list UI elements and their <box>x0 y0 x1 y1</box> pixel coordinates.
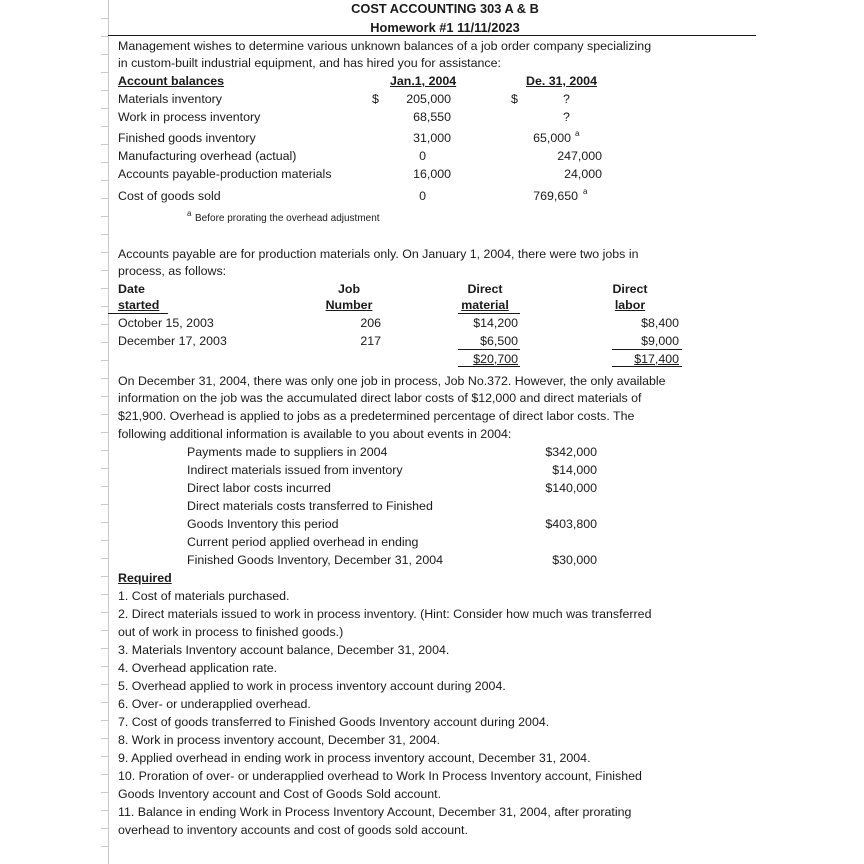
row-tick <box>101 594 108 595</box>
required-item: 5. Overhead applied to work in process inventory account during 2004. <box>118 679 506 693</box>
dm-subtotal-rule <box>458 349 520 350</box>
row-tick <box>101 504 108 505</box>
row-tick <box>101 126 108 127</box>
job-header-top: Job <box>337 282 361 296</box>
row-tick <box>101 486 108 487</box>
required-item: 7. Cost of goods transferred to Finished Goods Inventory account during 2004. <box>118 715 550 729</box>
required-item: 9. Applied overhead in ending work in process inventory account, December 31, 2004. <box>118 751 591 765</box>
row-tick <box>101 270 108 271</box>
dec-value: 247,000 <box>557 149 602 163</box>
total-direct-labor: $17,400 <box>634 352 679 366</box>
date-header-rule <box>108 313 168 314</box>
event-value: $14,000 <box>552 463 597 477</box>
account-name: Finished goods inventory <box>118 131 256 145</box>
row-tick <box>101 792 108 793</box>
required-item: 10. Proration of over- or underapplied overhead to Work In Process Inventory account, Finished <box>118 769 642 783</box>
row-tick <box>101 810 108 811</box>
event-label: Finished Goods Inventory, December 31, 2004 <box>187 553 443 567</box>
required-item: 8. Work in process inventory account, December 31, 2004. <box>118 733 441 747</box>
dec-value: 24,000 <box>564 167 602 181</box>
event-value: $140,000 <box>545 481 597 495</box>
row-tick <box>101 252 108 253</box>
dl-total-rule <box>612 366 682 367</box>
dm-header-rule <box>458 313 520 314</box>
account-name: Work in process inventory <box>118 110 261 124</box>
dl-subtotal-rule <box>612 349 682 350</box>
row-tick <box>101 774 108 775</box>
job-date: December 17, 2003 <box>118 334 227 348</box>
jan-value: 31,000 <box>413 131 451 145</box>
date-header-top: Date <box>118 282 145 296</box>
dl-header-top: Direct <box>612 282 648 296</box>
required-item: 11. Balance in ending Work in Process Inventory Account, December 31, 2004, after prorating <box>118 805 632 819</box>
job-direct-labor: $9,000 <box>641 334 679 348</box>
account-name: Manufacturing overhead (actual) <box>118 149 297 163</box>
row-tick <box>101 198 108 199</box>
row-tick <box>101 288 108 289</box>
row-tick <box>101 738 108 739</box>
required-item: 6. Over- or underapplied overhead. <box>118 697 311 711</box>
required-item: Goods Inventory account and Cost of Goods Sold account. <box>118 787 442 801</box>
event-value: $30,000 <box>552 553 597 567</box>
intro-line-1: Management wishes to determine various unknown balances of a job order company specializing <box>118 39 652 53</box>
dec-info-line: following additional information is available to you about events in 2004: <box>118 427 512 441</box>
row-tick <box>101 378 108 379</box>
jan-header: Jan.1, 2004 <box>390 74 457 88</box>
account-name: Materials inventory <box>118 92 222 106</box>
row-tick <box>101 72 108 73</box>
event-label: Current period applied overhead in ending <box>187 535 419 549</box>
row-tick <box>101 18 108 19</box>
row-tick <box>101 450 108 451</box>
row-tick <box>101 396 108 397</box>
course-title: COST ACCOUNTING 303 A & B <box>351 1 539 16</box>
event-value: $403,800 <box>545 517 597 531</box>
jan-value: 0 <box>419 189 426 203</box>
jan-value: 68,550 <box>413 110 451 124</box>
dm-total-rule <box>458 366 520 367</box>
currency-sign: $ <box>372 92 379 106</box>
dm-header-top: Direct <box>467 282 503 296</box>
event-label: Direct labor costs incurred <box>187 481 331 495</box>
event-value: $342,000 <box>545 445 597 459</box>
jobs-intro-line-2: process, as follows: <box>118 264 227 278</box>
row-tick <box>101 612 108 613</box>
row-tick <box>101 180 108 181</box>
row-tick <box>101 54 108 55</box>
jan-value: 205,000 <box>406 92 451 106</box>
dec-value: 65,000 <box>533 131 571 145</box>
row-tick <box>101 576 108 577</box>
row-tick <box>101 522 108 523</box>
account-name: Accounts payable-production materials <box>118 167 332 181</box>
job-header-bottom: Number <box>325 298 373 312</box>
job-direct-material: $14,200 <box>473 316 518 330</box>
required-item: 1. Cost of materials purchased. <box>118 589 290 603</box>
header-rule <box>108 35 756 36</box>
row-tick <box>101 36 108 37</box>
required-item: out of work in process to finished goods.) <box>118 625 344 639</box>
job-direct-material: $6,500 <box>480 334 518 348</box>
row-tick <box>101 702 108 703</box>
row-tick <box>101 648 108 649</box>
footnote-mark: a <box>583 187 588 196</box>
row-tick <box>101 468 108 469</box>
margin-line <box>108 0 109 864</box>
row-tick <box>101 666 108 667</box>
row-tick <box>101 360 108 361</box>
dec-info-line: $21,900. Overhead is applied to jobs as a predetermined percentage of direct labor costs. The <box>118 409 635 423</box>
job-number: 217 <box>360 334 381 348</box>
row-tick <box>101 756 108 757</box>
date-header-bottom: started <box>118 298 160 312</box>
row-tick <box>101 90 108 91</box>
row-tick <box>101 324 108 325</box>
row-tick <box>101 684 108 685</box>
dec-info-line: On December 31, 2004, there was only one job in process, Job No.372. However, the only available <box>118 374 666 388</box>
jobs-intro-line-1: Accounts payable are for production materials only. On January 1, 2004, there were two jobs in <box>118 247 639 261</box>
footnote-mark: a <box>575 129 580 138</box>
job-date: October 15, 2003 <box>118 316 214 330</box>
dec-info-line: information on the job was the accumulated direct labor costs of $12,000 and direct materials of <box>118 391 642 405</box>
account-name: Cost of goods sold <box>118 189 221 203</box>
intro-line-2: in custom-built industrial equipment, and has hired you for assistance: <box>118 56 501 70</box>
row-tick <box>101 558 108 559</box>
row-tick <box>101 162 108 163</box>
dl-header-bottom: labor <box>614 298 646 312</box>
row-tick <box>101 720 108 721</box>
job-number: 206 <box>360 316 381 330</box>
required-item: overhead to inventory accounts and cost of goods sold account. <box>118 823 468 837</box>
row-tick <box>101 234 108 235</box>
footnote-mark: a <box>187 209 192 218</box>
row-tick <box>101 342 108 343</box>
jan-value: 16,000 <box>413 167 451 181</box>
dec-value: ? <box>563 92 570 106</box>
row-tick <box>101 306 108 307</box>
row-tick <box>101 414 108 415</box>
job-direct-labor: $8,400 <box>641 316 679 330</box>
dec-value: 769,650 <box>533 189 578 203</box>
event-label: Goods Inventory this period <box>187 517 339 531</box>
total-direct-material: $20,700 <box>473 352 518 366</box>
footnote-text: Before prorating the overhead adjustment <box>195 213 380 224</box>
required-item: 4. Overhead application rate. <box>118 661 278 675</box>
dm-header-bottom: material <box>461 298 509 312</box>
account-balances-header: Account balances <box>118 74 225 88</box>
row-tick <box>101 846 108 847</box>
required-item: 2. Direct materials issued to work in process inventory. (Hint: Consider how much was transferred <box>118 607 652 621</box>
row-tick <box>101 108 108 109</box>
row-tick <box>101 216 108 217</box>
currency-sign: $ <box>511 92 518 106</box>
required-title: Required <box>118 571 172 585</box>
row-tick <box>101 432 108 433</box>
row-tick <box>101 828 108 829</box>
jan-value: 0 <box>419 149 426 163</box>
row-tick <box>101 144 108 145</box>
event-label: Direct materials costs transferred to Finished <box>187 499 433 513</box>
dec-value: ? <box>563 110 570 124</box>
row-tick <box>101 630 108 631</box>
event-label: Indirect materials issued from inventory <box>187 463 403 477</box>
row-tick <box>101 540 108 541</box>
required-item: 3. Materials Inventory account balance, December 31, 2004. <box>118 643 450 657</box>
event-label: Payments made to suppliers in 2004 <box>187 445 388 459</box>
homework-title: Homework #1 11/11/2023 <box>370 20 520 35</box>
dec-header: De. 31, 2004 <box>526 74 597 88</box>
